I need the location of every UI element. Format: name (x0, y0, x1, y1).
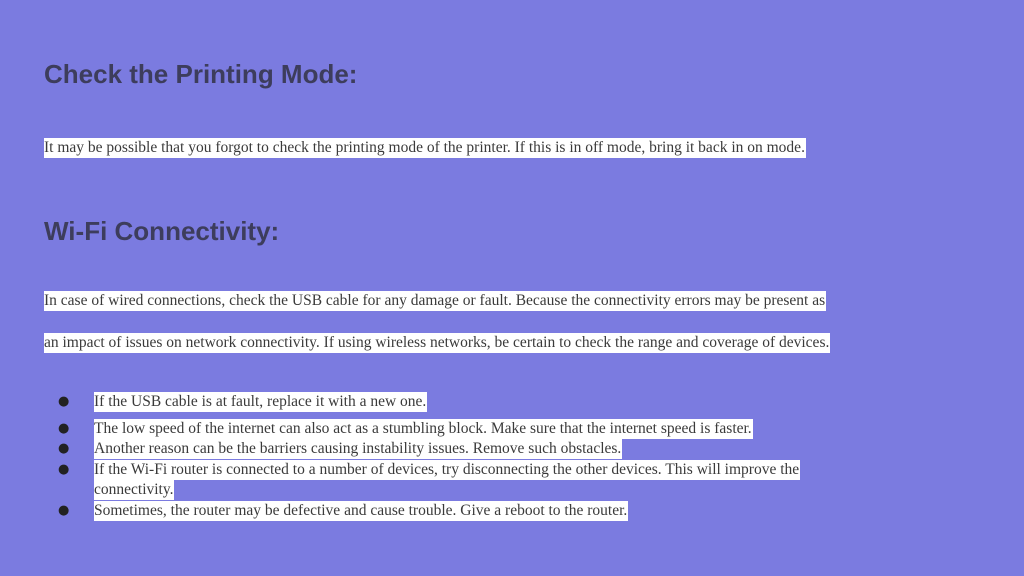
list-item (58, 392, 958, 413)
paragraph-wifi-line-2-text: an impact of issues on network connectivity. If using wireless networks, be certain to check the range and coverage of devices. (44, 334, 830, 351)
list-item-text: Sometimes, the router may be defective and cause trouble. Give a reboot to the router. (94, 501, 628, 519)
bullet-icon: ● (58, 420, 70, 436)
bullet-icon: ● (58, 502, 70, 518)
list-item (58, 419, 958, 440)
paragraph-wifi-line-1-text: In case of wired connections, check the USB cable for any damage or fault. Because the connectivity errors may be present as (44, 292, 826, 309)
list-item (58, 501, 958, 522)
tips-list (58, 392, 958, 521)
list-item-text: The low speed of the internet can also act as a stumbling block. Make sure that the internet speed is faster. (94, 419, 752, 437)
list-item-text: If the USB cable is at fault, replace it with a new one. (94, 393, 427, 410)
paragraph-printing-mode (44, 140, 806, 156)
list-item-text: Another reason can be the barriers causing instability issues. Remove such obstacles. (94, 440, 622, 457)
list-item-text: If the Wi-Fi router is connected to a number of devices, try disconnecting the other devices. This will improve the (94, 460, 800, 478)
list-item-text-continued: connectivity. (94, 481, 174, 498)
heading-printing-mode: Check the Printing Mode: (44, 59, 358, 89)
heading-wifi-connectivity: Wi-Fi Connectivity: (44, 216, 280, 246)
list-item (58, 460, 958, 501)
bullet-icon: ● (58, 394, 70, 409)
bullet-icon: ● (58, 461, 70, 477)
paragraph-wifi-line-2 (44, 335, 830, 351)
paragraph-printing-mode-text: It may be possible that you forgot to check the printing mode of the printer. If this is in off mode, bring it back in on mode. (44, 139, 805, 156)
paragraph-wifi-line-1 (44, 293, 826, 309)
bullet-icon: ● (58, 441, 70, 456)
list-item (58, 439, 958, 460)
